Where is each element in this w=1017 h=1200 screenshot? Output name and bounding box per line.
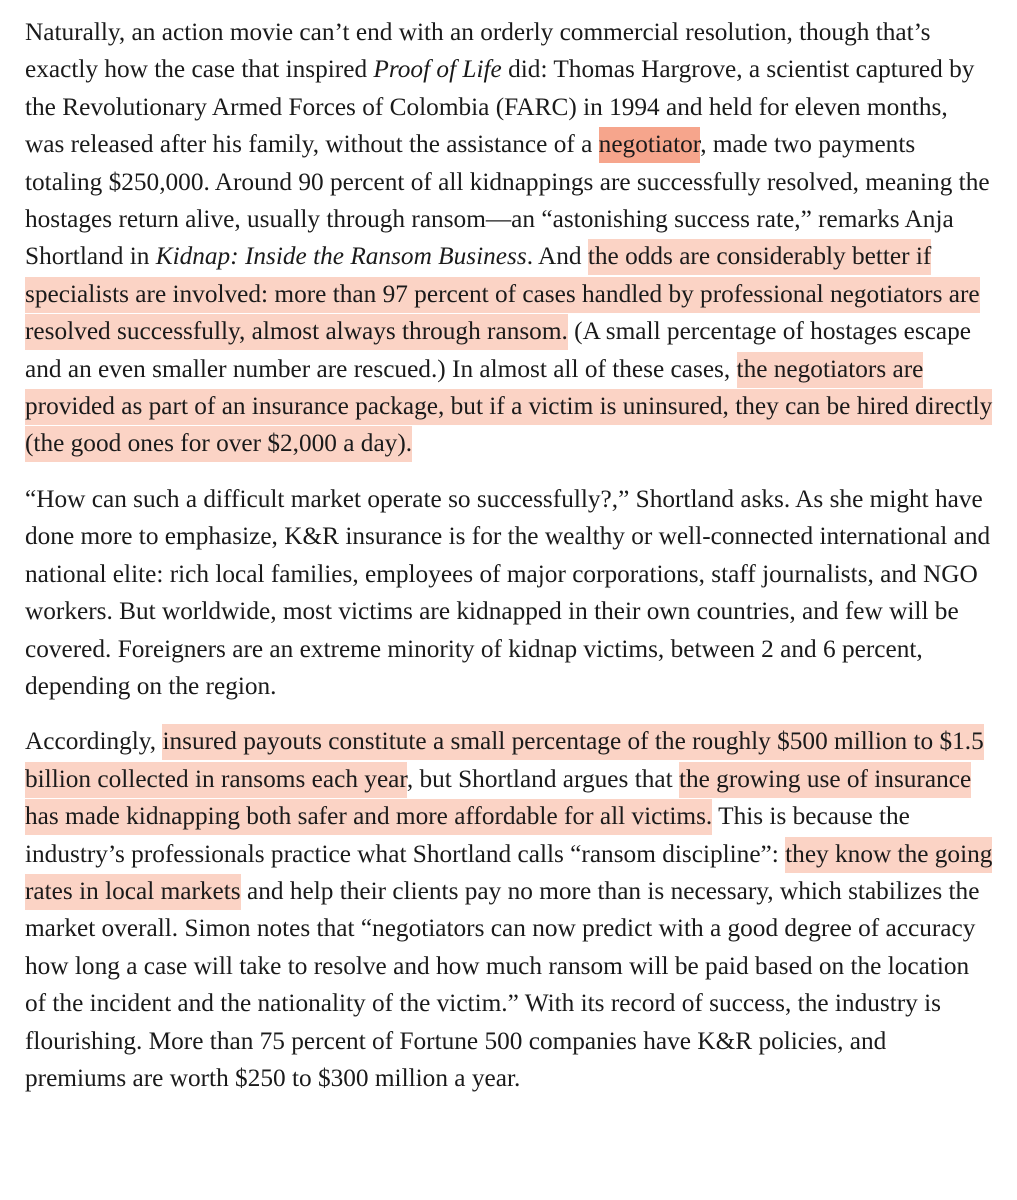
text-span: , made two payments totaling $250,000. Around 90 percent of all kidnappings are successfully resolved, meaning the hostages return alive, usually through ransom—an “astonishing success rate,” remarks Anja Shortland in [25, 130, 990, 271]
book-title-proof-of-life: Proof of Life [373, 55, 502, 84]
text-span: . And [526, 242, 588, 271]
text-span: , but Shortland argues that [406, 764, 679, 793]
highlight-passage[interactable]: the negotiators are provided as part of an insurance package, but if a victim is uninsured, they can be hired directly (the good ones for over $2,000 a day). [25, 352, 992, 463]
highlight-passage[interactable]: the odds are considerably better if specialists are involved: more than 97 percent of cases handled by professional negotiators are resolved successfully, almost always through ransom. [25, 239, 980, 350]
book-title-kidnap: Kidnap: Inside the Ransom Business [155, 242, 527, 271]
text-span: did: Thomas Hargrove, a scientist captured by the Revolutionary Armed Forces of Colombia (FARC) in 1994 and held for eleven months, was released after his family, without the assistance of a [25, 55, 975, 159]
text-span: This is because the industry’s professionals practice what Shortland calls “ransom discipline”: [25, 802, 910, 868]
highlight-selected-word[interactable]: negotiator [599, 127, 701, 163]
paragraph-3 [25, 723, 993, 1097]
text-span: Accordingly, [25, 727, 163, 756]
paragraph-2 [25, 481, 993, 705]
text-span: and help their clients pay no more than is necessary, which stabilizes the market overall. Simon notes that “negotiators can now predict with a good degree of accuracy how long a case will take to resolve and how much ransom will be paid based on the location of the incident and the nationality of the victim.” With its record of success, the industry is flourishing. More than 75 percent of Fortune 500 companies have K&R policies, and premiums are worth $250 to $300 million a year. [25, 876, 980, 1092]
text-span: (A small percentage of hostages escape and an even smaller number are rescued.) In almost all of these cases, [25, 317, 972, 383]
highlight-passage[interactable]: the growing use of insurance has made kidnapping both safer and more affordable for all victims. [25, 762, 971, 835]
highlight-passage[interactable]: they know the going rates in local markets [25, 837, 992, 910]
text-span: Naturally, an action movie can’t end with an orderly commercial resolution, though that’s exactly how the case that inspired [25, 18, 931, 84]
paragraph-1 [25, 14, 993, 463]
text-span: “How can such a difficult market operate so successfully?,” Shortland asks. As she might have done more to emphasize, K&R insurance is for the wealthy or well-connected international and national elite: rich local families, employees of major corporations, staff journalists, and NGO workers. But worldwide, most victims are kidnapped in their own countries, and few will be covered. Foreigners are an extreme minority of kidnap victims, between 2 and 6 percent, depending on the region. [25, 484, 991, 700]
highlight-passage[interactable]: insured payouts constitute a small percentage of the roughly $500 million to $1.5 billion collected in ransoms each year [25, 724, 984, 797]
